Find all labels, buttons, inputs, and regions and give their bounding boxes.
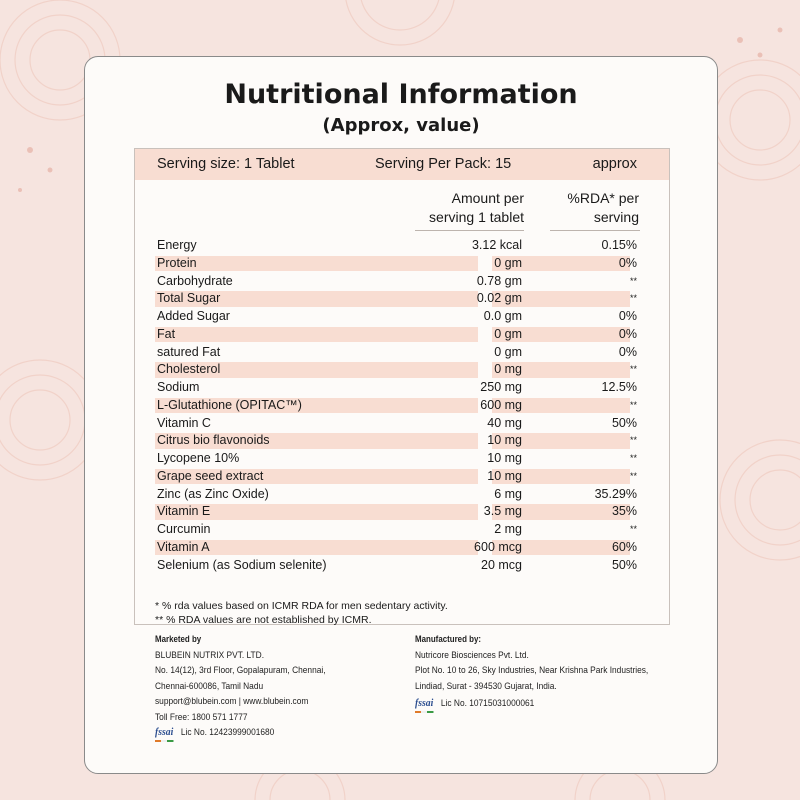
nutrient-amount: 0.78 gm (476, 273, 522, 288)
nutrient-name: Vitamin C (157, 415, 211, 430)
nutrient-amount: 250 mg (480, 380, 522, 394)
nutrient-amount: 10 mg (487, 468, 522, 483)
nutrient-name: Cholesterol (157, 362, 221, 377)
row-gap (478, 344, 492, 362)
nutrient-rda: 35.29% (594, 486, 637, 501)
footnote-1: * % rda values based on ICMR RDA for men sedentary activity. (155, 600, 448, 612)
nutrient-rda: 12.5% (601, 380, 637, 394)
nutrient-rda: ** (629, 435, 637, 446)
row-shade (155, 291, 630, 307)
table-row (135, 450, 669, 468)
marketed-address-2: Chennai-600086, Tamil Nadu (155, 680, 264, 692)
nutrient-amount: 600 mg (480, 397, 522, 412)
nutrient-rda: ** (629, 275, 637, 286)
nutrient-rda: ** (629, 470, 637, 481)
row-shade (155, 522, 630, 538)
nutrient-amount: 0 mg (494, 362, 522, 377)
nutrient-name: Carbohydrate (157, 273, 233, 288)
table-row (135, 255, 669, 273)
marketed-license-line (155, 725, 326, 741)
nutrient-rda: ** (629, 524, 637, 534)
nutrient-amount: 20 mcg (481, 557, 522, 572)
row-shade (155, 362, 630, 378)
footnote-2: ** % RDA values are not established by ICMR. (155, 614, 372, 626)
fssai-logo-icon: fssai (415, 696, 433, 712)
nutrient-amount: 10 mg (487, 451, 522, 465)
rda-header-line1: %RDA* per (567, 190, 639, 206)
serving-approx: approx (592, 156, 637, 172)
nutrient-rda: 0% (618, 326, 637, 341)
manufactured-address-2: Lindiad, Surat - 394530 Gujarat, India. (415, 680, 557, 692)
nutrient-name: Zinc (as Zinc Oxide) (157, 486, 269, 501)
nutrient-name: Citrus bio flavonoids (157, 433, 270, 448)
marketed-heading: Marketed by (155, 634, 202, 644)
table-row (135, 415, 669, 433)
row-gap (478, 521, 492, 539)
table-row (135, 432, 669, 450)
manufactured-license: Lic No. 10715031000061 (440, 698, 535, 709)
table-row (135, 326, 669, 344)
nutrition-card (84, 56, 718, 774)
row-shade (155, 327, 630, 343)
rda-header-line2: serving (593, 209, 639, 225)
serving-row (135, 149, 669, 180)
nutrient-name: Vitamin E (157, 504, 211, 519)
nutrition-table (134, 148, 670, 625)
amount-header (429, 189, 524, 227)
marketed-tollfree: Toll Free: 1800 571 1777 (155, 711, 248, 723)
nutrient-name: Protein (157, 255, 197, 270)
row-shade (155, 380, 630, 396)
nutrient-rows (135, 237, 669, 574)
nutrient-name: Vitamin A (157, 539, 210, 554)
page-title: Nutritional Information (224, 79, 578, 110)
nutrient-rda: 0.15% (601, 238, 637, 252)
row-shade (155, 504, 630, 520)
nutrient-amount: 3.12 kcal (471, 238, 522, 252)
nutrient-rda: 0% (618, 309, 637, 323)
serving-size: Serving size: 1 Tablet (157, 156, 295, 172)
nutrient-rda: 35% (611, 504, 637, 519)
row-gap (478, 255, 492, 273)
marketed-by-block (155, 632, 326, 741)
amount-header-line1: Amount per (451, 190, 524, 206)
nutrient-name: Lycopene 10% (157, 451, 240, 465)
nutrient-amount: 0 gm (494, 344, 522, 359)
table-row (135, 379, 669, 397)
manufactured-address-1: Plot No. 10 to 26, Sky Industries, Near Krishna Park Industries, (415, 665, 649, 676)
nutrient-rda: 50% (611, 415, 637, 430)
rda-header-underline (550, 230, 640, 231)
nutrient-name: Curcumin (157, 522, 211, 536)
nutrient-rda: 0% (618, 255, 637, 270)
row-shade (155, 345, 630, 361)
nutrient-name: Fat (157, 326, 176, 341)
nutrient-name: Selenium (as Sodium selenite) (157, 557, 327, 572)
nutrient-rda: ** (629, 453, 637, 463)
nutrient-amount: 0.0 gm (483, 309, 522, 323)
table-row (135, 273, 669, 291)
nutrient-amount: 0.02 gm (476, 291, 522, 306)
nutrient-amount: 600 mcg (474, 539, 522, 554)
nutrient-amount: 3.5 mg (483, 504, 522, 519)
row-shade (155, 540, 630, 556)
nutrient-name: Energy (157, 238, 197, 252)
row-shade (155, 256, 630, 272)
table-row (135, 539, 669, 557)
nutrient-rda: ** (629, 364, 637, 375)
table-row (135, 397, 669, 415)
table-row (135, 237, 669, 255)
nutrient-rda: 60% (611, 539, 637, 554)
table-row (135, 361, 669, 379)
nutrient-rda: 50% (611, 557, 637, 572)
nutrient-amount: 0 gm (494, 326, 522, 341)
rda-header (567, 189, 639, 227)
row-gap (478, 486, 492, 504)
row-gap (478, 361, 492, 379)
page-subtitle: (Approx, value) (322, 115, 480, 136)
nutrient-name: Sodium (157, 380, 200, 394)
nutrient-rda: ** (629, 399, 637, 410)
table-row (135, 468, 669, 486)
row-shade (155, 238, 630, 254)
nutrient-rda: ** (629, 293, 637, 304)
amount-header-line2: serving 1 tablet (429, 209, 524, 225)
manufactured-license-line (415, 696, 648, 712)
table-row (135, 344, 669, 362)
nutrient-amount: 10 mg (487, 433, 522, 448)
table-row (135, 521, 669, 539)
nutrient-amount: 2 mg (494, 522, 522, 536)
nutrient-name: L-Glutathione (OPITAC™) (157, 397, 302, 412)
marketed-license: Lic No. 12423999001680 (180, 727, 275, 738)
nutrient-name: Added Sugar (157, 309, 230, 323)
marketed-contact: support@blubein.com | www.blubein.com (155, 696, 309, 707)
serving-per-pack: Serving Per Pack: 15 (375, 156, 512, 172)
manufactured-by-block (415, 632, 648, 712)
marketed-company: BLUBEIN NUTRIX PVT. LTD. (155, 649, 265, 661)
nutrient-name: satured Fat (157, 344, 221, 359)
nutrient-rda: 0% (618, 344, 637, 359)
table-row (135, 486, 669, 504)
nutrient-name: Total Sugar (157, 291, 221, 306)
table-row (135, 503, 669, 521)
amount-header-underline (415, 230, 524, 231)
nutrient-amount: 40 mg (487, 415, 522, 430)
table-row (135, 308, 669, 326)
row-shade (155, 416, 630, 432)
nutrient-amount: 0 gm (494, 255, 522, 270)
row-gap (478, 326, 492, 344)
table-row (135, 290, 669, 308)
marketed-address-1: No. 14(12), 3rd Floor, Gopalapuram, Chennai, (155, 665, 326, 676)
manufactured-heading: Manufactured by: (415, 634, 482, 644)
manufactured-company: Nutricore Biosciences Pvt. Ltd. (415, 649, 529, 661)
table-row (135, 557, 669, 575)
nutrient-name: Grape seed extract (157, 468, 264, 483)
nutrient-amount: 6 mg (494, 486, 522, 501)
fssai-logo-icon: fssai (155, 725, 173, 741)
